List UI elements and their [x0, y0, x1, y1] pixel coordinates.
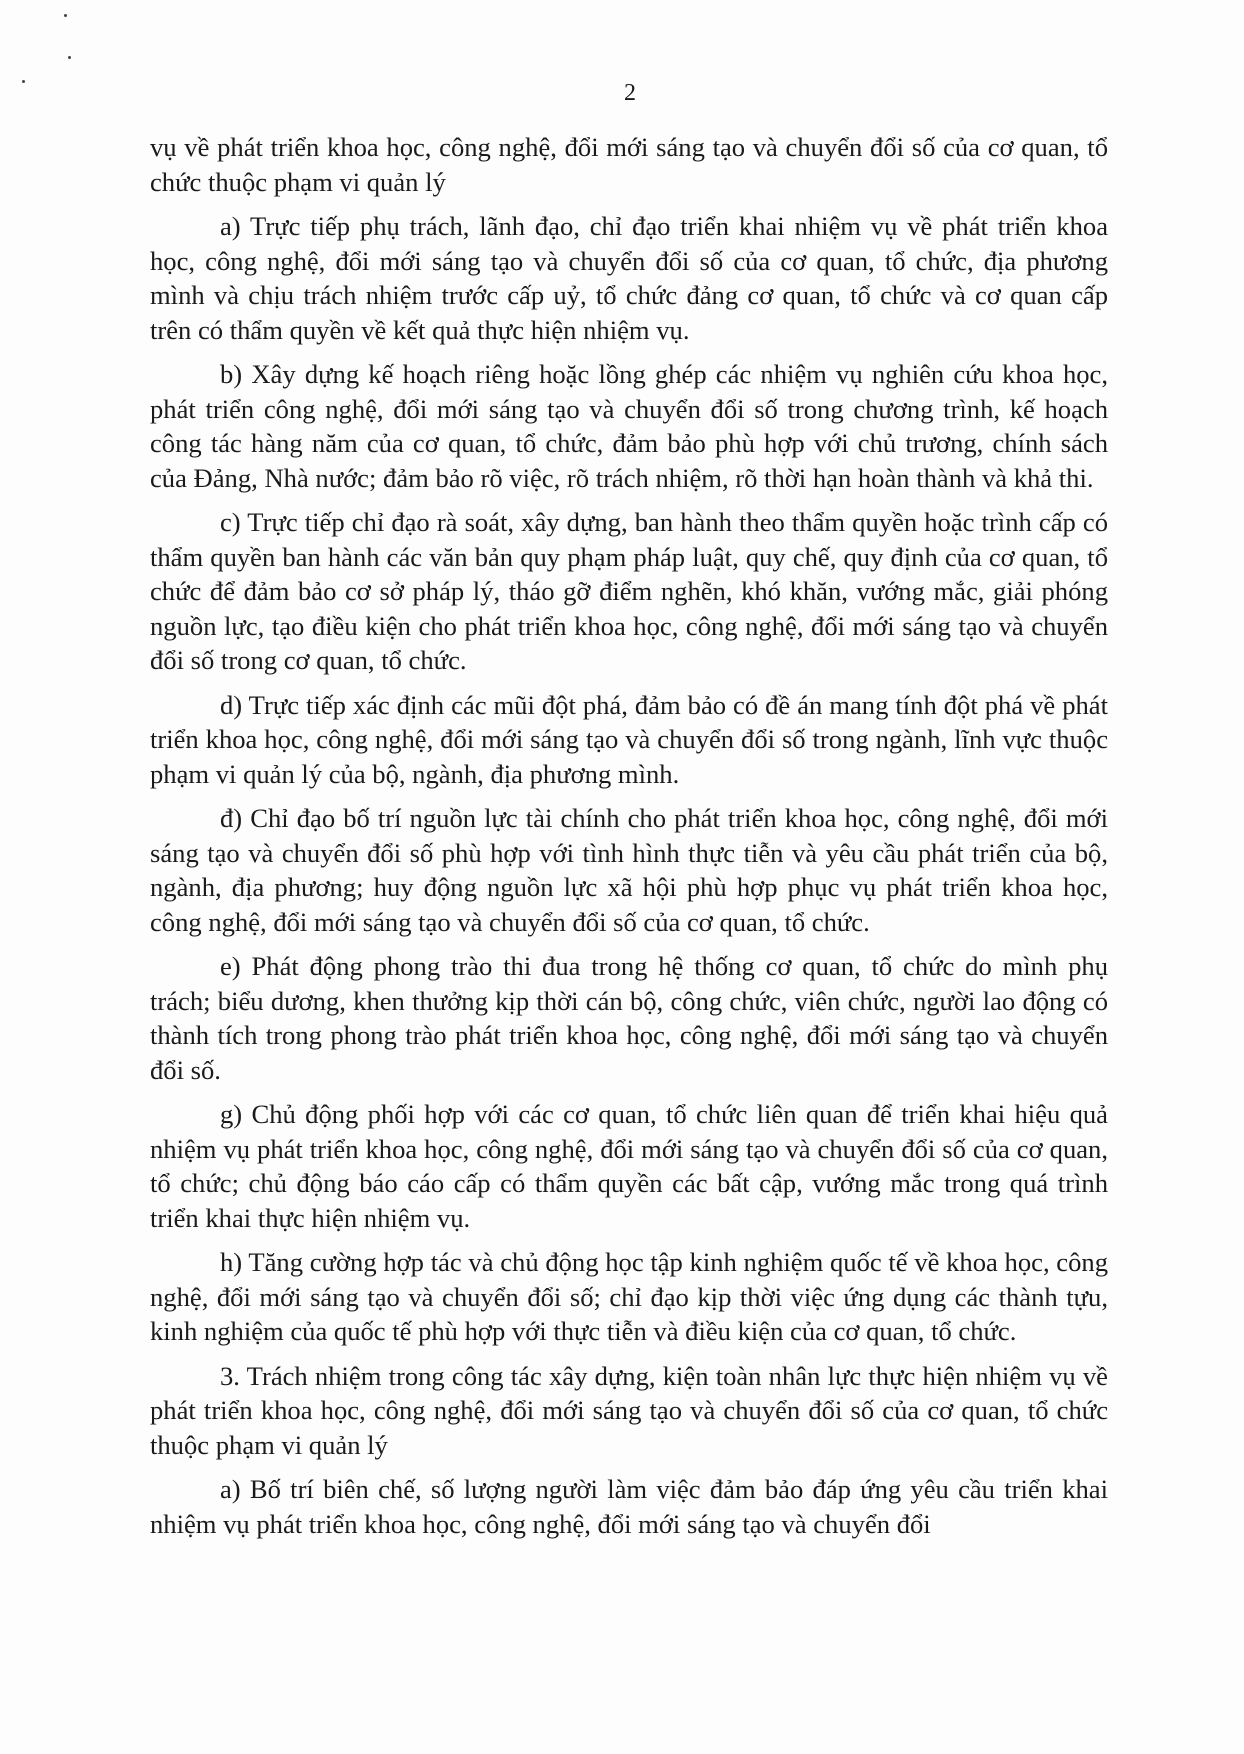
paragraph-item-2b: b) Xây dựng kế hoạch riêng hoặc lồng ghép các nhiệm vụ nghiên cứu khoa học, phát triển công nghệ, đổi mới sáng tạo và chuyển đổi số trong chương trình, kế hoạch công tác hàng năm của cơ quan, tổ chức, đảm bảo phù hợp với chủ trương, chính sách của Đảng, Nhà nước; đảm bảo rõ việc, rõ trách nhiệm, rõ thời hạn hoàn thành và khả thi.: [150, 359, 1108, 493]
paragraph-item-2dd: đ) Chỉ đạo bố trí nguồn lực tài chính cho phát triển khoa học, công nghệ, đổi mới sáng tạo và chuyển đổi số phù hợp với tình hình thực tiễn và yêu cầu phát triển của bộ, ngành, địa phương; huy động nguồn lực xã hội phù hợp phục vụ phát triển khoa học, công nghệ, đổi mới sáng tạo và chuyển đổi số của cơ quan, tổ chức.: [150, 803, 1108, 937]
document-body: [150, 130, 1108, 1541]
paragraph-section-3: 3. Trách nhiệm trong công tác xây dựng, kiện toàn nhân lực thực hiện nhiệm vụ về phát triển khoa học, công nghệ, đổi mới sáng tạo và chuyển đổi số của cơ quan, tổ chức thuộc phạm vi quản lý: [150, 1360, 1108, 1460]
paragraph-item-2e: e) Phát động phong trào thi đua trong hệ thống cơ quan, tổ chức do mình phụ trách; biểu dương, khen thưởng kịp thời cán bộ, công chức, viên chức, người lao động có thành tích trong phong trào phát triển khoa học, công nghệ, đổi mới sáng tạo và chuyển đổi số.: [150, 951, 1108, 1085]
paragraph-intro-continuation: vụ về phát triển khoa học, công nghệ, đổi mới sáng tạo và chuyển đổi số của cơ quan, tổ chức thuộc phạm vi quản lý: [150, 132, 1108, 197]
paragraph-item-2a: a) Trực tiếp phụ trách, lãnh đạo, chỉ đạo triển khai nhiệm vụ về phát triển khoa học, công nghệ, đổi mới sáng tạo và chuyển đổi số của cơ quan, tổ chức, địa phương mình và chịu trách nhiệm trước cấp uỷ, tổ chức đảng cơ quan, tổ chức và cơ quan cấp trên có thẩm quyền về kết quả thực hiện nhiệm vụ.: [150, 211, 1108, 345]
page-number: 2: [624, 80, 636, 106]
scan-speck: [68, 56, 71, 59]
scan-speck: [64, 14, 67, 17]
paragraph-item-2g: g) Chủ động phối hợp với các cơ quan, tổ chức liên quan để triển khai hiệu quả nhiệm vụ phát triển khoa học, công nghệ, đổi mới sáng tạo và chuyển đổi số của cơ quan, tổ chức; chủ động báo cáo cấp có thẩm quyền các bất cập, vướng mắc trong quá trình triển khai thực hiện nhiệm vụ.: [150, 1099, 1108, 1233]
paragraph-item-2c: c) Trực tiếp chỉ đạo rà soát, xây dựng, ban hành theo thẩm quyền hoặc trình cấp có thẩm quyền ban hành các văn bản quy phạm pháp luật, quy chế, quy định của cơ quan, tổ chức để đảm bảo cơ sở pháp lý, tháo gỡ điểm nghẽn, khó khăn, vướng mắc, giải phóng nguồn lực, tạo điều kiện cho phát triển khoa học, công nghệ, đổi mới sáng tạo và chuyển đổi số trong cơ quan, tổ chức.: [150, 507, 1108, 675]
paragraph-item-2d: d) Trực tiếp xác định các mũi đột phá, đảm bảo có đề án mang tính đột phá về phát triển khoa học, công nghệ, đổi mới sáng tạo và chuyển đổi số trong ngành, lĩnh vực thuộc phạm vi quản lý của bộ, ngành, địa phương mình.: [150, 689, 1108, 789]
paragraph-item-3a: a) Bố trí biên chế, số lượng người làm việc đảm bảo đáp ứng yêu cầu triển khai nhiệm vụ phát triển khoa học, công nghệ, đổi mới sáng tạo và chuyển đổi: [150, 1474, 1108, 1539]
paragraph-item-2h: h) Tăng cường hợp tác và chủ động học tập kinh nghiệm quốc tế về khoa học, công nghệ, đổi mới sáng tạo và chuyển đổi số; chỉ đạo kịp thời việc ứng dụng các thành tựu, kinh nghiệm của quốc tế phù hợp với thực tiễn và điều kiện của cơ quan, tổ chức.: [150, 1247, 1108, 1346]
